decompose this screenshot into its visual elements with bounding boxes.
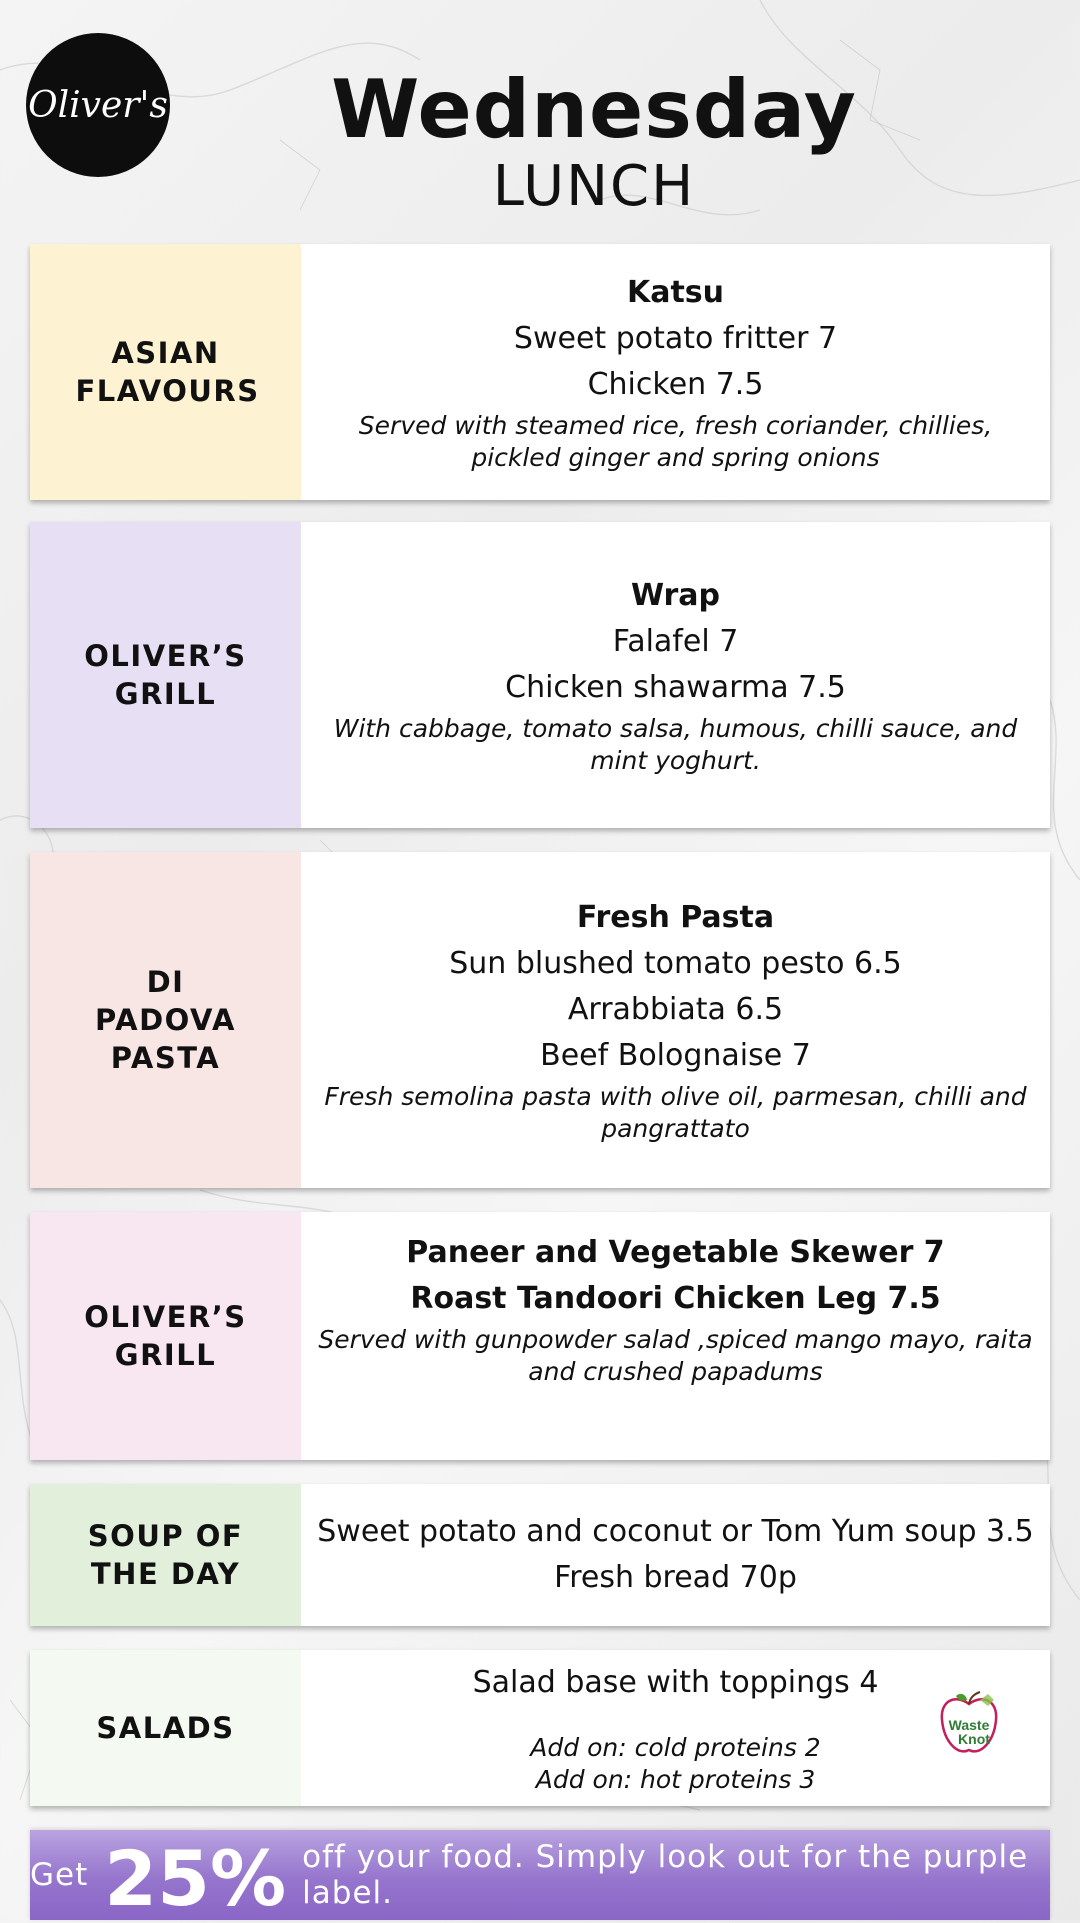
menu-item: Roast Tandoori Chicken Leg 7.5	[410, 1281, 941, 1316]
menu-item: Sweet potato and coconut or Tom Yum soup 3.5	[317, 1514, 1034, 1549]
menu-item: Beef Bolognaise 7	[540, 1038, 811, 1073]
category-text: OLIVER’S GRILL	[84, 1300, 247, 1372]
olivers-logo	[26, 33, 170, 177]
category-label	[30, 522, 301, 828]
dish-heading: Fresh Pasta	[576, 900, 775, 935]
category-text: ASIAN FLAVOURS	[75, 336, 260, 408]
day-title: Wednesday	[331, 63, 857, 156]
dish-description: Served with gunpowder salad ,spiced mango mayo, raita and crushed papadums	[318, 1325, 1033, 1386]
category-label	[30, 1650, 301, 1806]
category-label	[30, 852, 301, 1188]
addon-item: Add on: cold proteins 2	[530, 1733, 821, 1762]
svg-text:Knot: Knot	[958, 1731, 990, 1747]
menu-content	[301, 1212, 1050, 1460]
promo-discount: 25%	[104, 1834, 287, 1923]
category-text: SALADS	[96, 1711, 235, 1745]
menu-item: Paneer and Vegetable Skewer 7	[406, 1235, 945, 1270]
dish-description: Fresh semolina pasta with olive oil, parmesan, chilli and pangrattato	[324, 1082, 1027, 1143]
menu-item: Chicken 7.5	[587, 367, 764, 402]
category-label	[30, 1212, 301, 1460]
promo-pre-text: Get	[30, 1857, 89, 1893]
promo-banner	[30, 1830, 1050, 1923]
menu-content	[301, 522, 1050, 828]
menu-content	[301, 852, 1050, 1188]
menu-item: Fresh bread 70p	[554, 1560, 797, 1595]
dish-heading: Wrap	[630, 578, 721, 613]
menu-section-asian-flavours	[30, 244, 1050, 500]
category-label	[30, 1484, 301, 1626]
menu-section-di-padova-pasta	[30, 852, 1050, 1188]
dish-description: With cabbage, tomato salsa, humous, chilli sauce, and mint yoghurt.	[333, 714, 1018, 775]
menu-content	[301, 1484, 1050, 1626]
menu-section-olivers-grill-skewer	[30, 1212, 1050, 1460]
dish-description: Served with steamed rice, fresh coriander, chillies, pickled ginger and spring onions	[358, 411, 993, 472]
waste-knot-logo	[936, 1690, 1002, 1762]
dish-heading: Katsu	[626, 275, 725, 310]
meal-subtitle: LUNCH	[492, 154, 696, 219]
menu-section-olivers-grill-wrap	[30, 522, 1050, 828]
addon-item: Add on: hot proteins 3	[535, 1765, 816, 1794]
promo-post-text: off your food. Simply look out for the purple label.	[302, 1839, 1029, 1911]
menu-item: Arrabbiata 6.5	[567, 992, 784, 1027]
menu-section-salads	[30, 1650, 1050, 1806]
category-label	[30, 244, 301, 500]
menu-item: Salad base with toppings 4	[472, 1665, 879, 1700]
menu-content	[301, 1650, 1050, 1806]
menu-item: Chicken shawarma 7.5	[505, 670, 846, 705]
menu-content	[301, 244, 1050, 500]
menu-item: Sweet potato fritter 7	[513, 321, 838, 356]
menu-item: Sun blushed tomato pesto 6.5	[449, 946, 902, 981]
svg-text:Waste: Waste	[948, 1717, 990, 1733]
menu-item: Falafel 7	[612, 624, 739, 659]
category-text: SOUP OF THE DAY	[87, 1519, 244, 1591]
logo-text: Oliver's	[28, 84, 168, 126]
category-text: DI PADOVA PASTA	[95, 965, 236, 1075]
menu-section-soup-of-the-day	[30, 1484, 1050, 1626]
category-text: OLIVER’S GRILL	[84, 639, 247, 711]
